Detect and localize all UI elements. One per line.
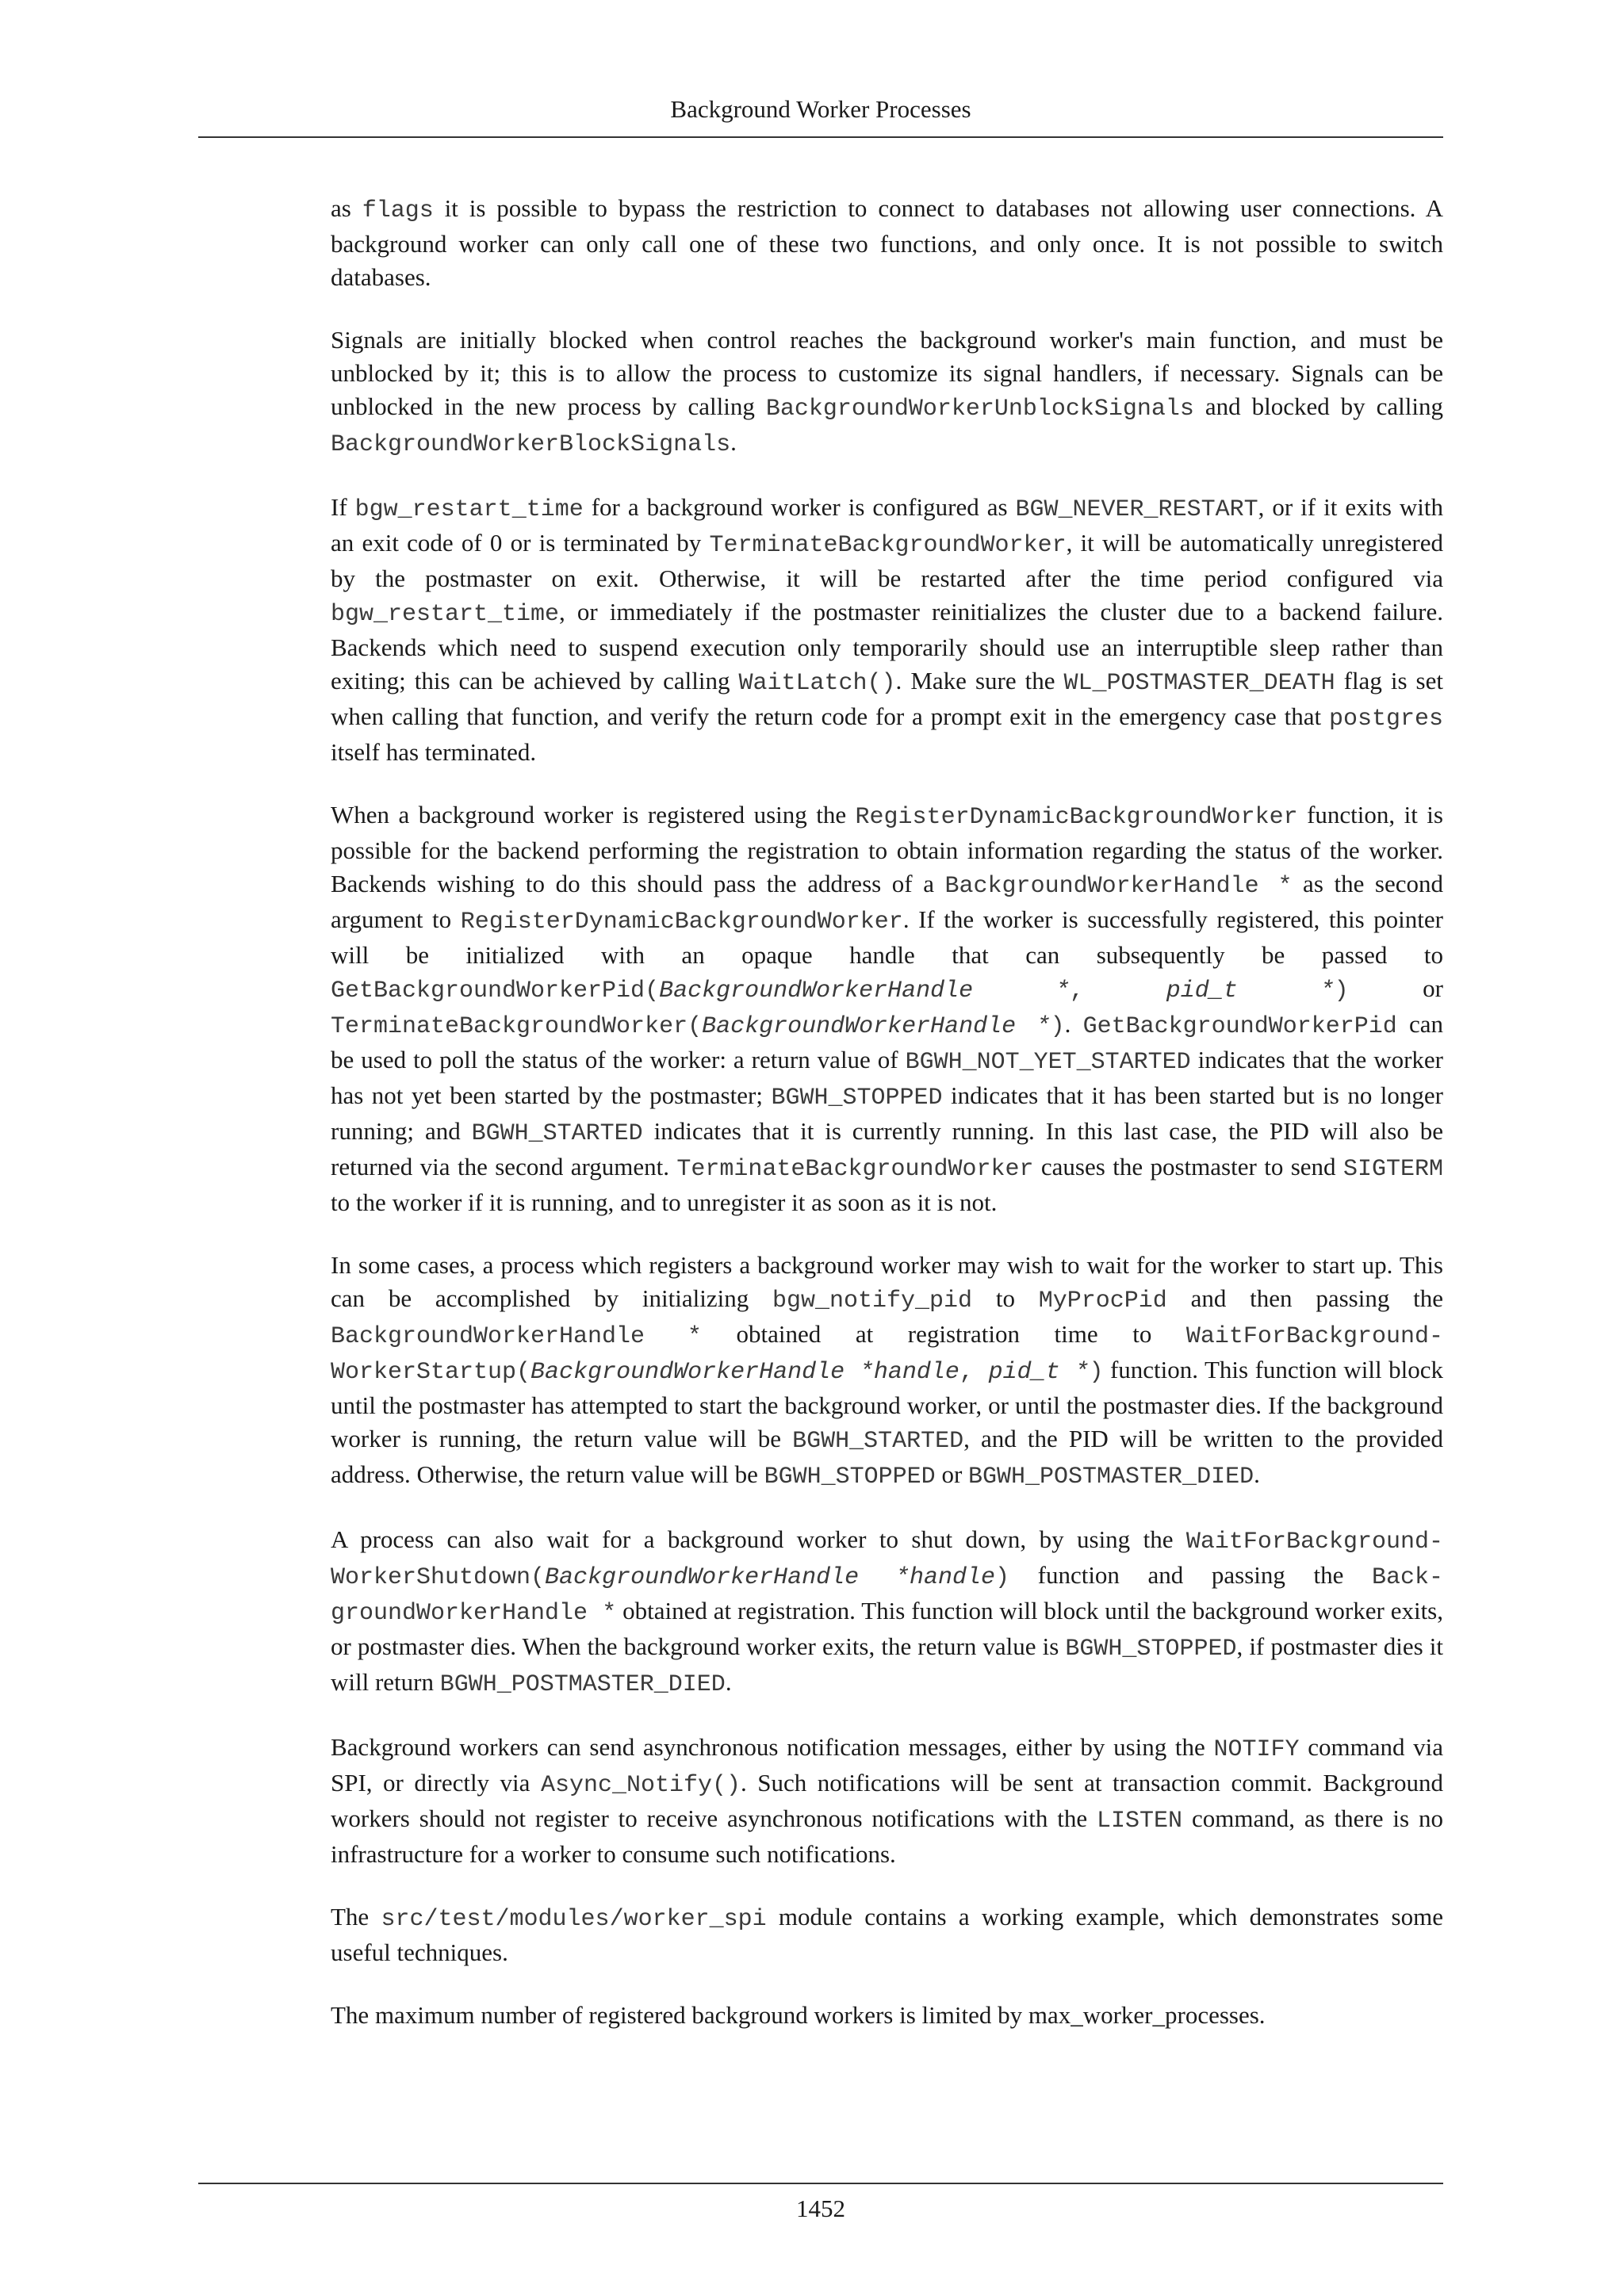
inline-code: TerminateBackgroundWorker xyxy=(709,532,1067,559)
inline-code: LISTEN xyxy=(1097,1808,1183,1835)
text-run: If xyxy=(331,493,355,521)
text-run: A process can also wait for a background worker to shut down, by using the xyxy=(331,1525,1186,1553)
text-run: , and the PID will be written to the provided address. Otherwise, the return value will be xyxy=(331,1425,1443,1488)
inline-code: WL_POSTMASTER_DEATH xyxy=(1063,670,1335,697)
inline-code: RegisterDynamicBackgroundWorker xyxy=(460,909,903,936)
text-run: to xyxy=(972,1284,1039,1312)
running-header: Background Worker Processes xyxy=(670,95,971,123)
inline-code: WaitLatch() xyxy=(738,670,896,697)
paragraph-5 xyxy=(331,1249,1443,1494)
inline-code: BGWH_STARTED xyxy=(792,1428,964,1455)
inline-code: flags xyxy=(362,197,434,224)
inline-code xyxy=(702,1013,1051,1040)
inline-code: Async_Notify() xyxy=(540,1772,741,1799)
text-run: or xyxy=(1348,974,1443,1002)
inline-code: WaitForBackgroundWorkerShutdown( xyxy=(331,1529,1443,1591)
inline-code xyxy=(989,1359,1090,1386)
inline-code: SIGTERM xyxy=(1342,1156,1443,1183)
inline-code: bgw_restart_time xyxy=(331,601,560,628)
text-run: and blocked by calling xyxy=(1193,392,1443,420)
inline-code: BGW_NEVER_RESTART xyxy=(1015,496,1258,523)
text-run: and then passing the xyxy=(1166,1284,1443,1312)
inline-code: BackgroundWorkerHandle * xyxy=(944,873,1293,900)
inline-code: ) xyxy=(1050,1013,1065,1040)
text-run: indicates that the worker has not yet been started by the postmaster; xyxy=(331,1046,1443,1109)
inline-code: ) xyxy=(1334,978,1349,1004)
inline-code: BGWH_STOPPED xyxy=(1065,1636,1237,1663)
header-rule xyxy=(198,136,1443,138)
inline-code: ) xyxy=(1089,1359,1104,1386)
text-run: or xyxy=(935,1460,969,1488)
document-body xyxy=(331,192,1443,2061)
text-run: can be used to poll the status of the worker: a return value of xyxy=(331,1010,1443,1073)
paragraph-4 xyxy=(331,798,1443,1219)
inline-code: BackgroundWorkerUnblockSignals xyxy=(765,396,1194,423)
inline-code-param: BackgroundWorkerHandle * xyxy=(659,978,1070,1004)
text-run: The xyxy=(331,1903,381,1931)
page-number: 1452 xyxy=(796,2195,845,2222)
inline-code: ) xyxy=(995,1564,1010,1591)
inline-code-param: BackgroundWorkerHandle *handle xyxy=(530,1359,959,1386)
text-run: function. This function will block until the postmaster has attempted to start the background worker, or until the postmaster dies. If the background worker is running, the return value will be xyxy=(331,1356,1443,1452)
text-run: indicates that it has been started but is no longer running; and xyxy=(331,1081,1443,1145)
inline-code: BackgroundWorkerBlockSignals xyxy=(331,431,731,458)
text-run: as xyxy=(331,194,362,222)
paragraph-2 xyxy=(331,323,1443,461)
inline-code: TerminateBackgroundWorker xyxy=(676,1156,1034,1183)
inline-code: , xyxy=(959,1359,989,1386)
text-run: . Make sure the xyxy=(895,667,1064,695)
text-run: module contains a working example, which demonstrates some useful techniques. xyxy=(331,1903,1443,1966)
text-run: , if postmaster dies it will return xyxy=(331,1632,1444,1696)
inline-code xyxy=(545,1564,995,1591)
text-run: . xyxy=(1064,1010,1083,1038)
inline-code: , xyxy=(1069,978,1166,1004)
inline-code: MyProcPid xyxy=(1038,1288,1167,1314)
inline-code: WaitForBackgroundWorkerStartup( xyxy=(331,1323,1443,1386)
inline-code: src/test/modules/worker_spi xyxy=(381,1906,767,1933)
text-run: , or immediately if the postmaster reinitializes the cluster due to a backend failure. Backends which need to suspend execution only temporarily should use an interruptible sleep rather than exiting; this can be achieved by calling xyxy=(331,598,1443,695)
text-run: In some cases, a process which registers a background worker may wish to wait for the worker to start up. This can be accomplished by initializing xyxy=(331,1251,1443,1312)
text-run: , or if it exits with an exit code of 0 or is terminated by xyxy=(331,493,1443,557)
inline-code: bgw_restart_time xyxy=(354,496,584,523)
text-run: Signals are initially blocked when control reaches the background worker's main function, and must be unblocked by it; this is to allow the process to customize its signal handlers, if necessary. Signals can be unblocked in the new process by calling xyxy=(331,326,1443,420)
text-run: function, it is possible for the backend performing the registration to obtain information regarding the status of the worker. Backends wishing to do this should pass the address of a xyxy=(331,801,1443,897)
inline-code: GetBackgroundWorkerPid xyxy=(1082,1013,1397,1040)
inline-code: TerminateBackgroundWorker( xyxy=(331,1013,703,1040)
paragraph-1 xyxy=(331,192,1443,294)
text-run: flag is set when calling that function, and verify the return code for a prompt exit in the emergency case that xyxy=(331,667,1443,730)
inline-code: bgw_notify_pid xyxy=(772,1288,973,1314)
inline-code xyxy=(1166,978,1335,1004)
text-run: itself has terminated. xyxy=(331,738,537,766)
inline-code: BackgroundWorkerHandle * xyxy=(331,1323,702,1350)
text-run: When a background worker is registered using the xyxy=(331,801,856,828)
text-run: . xyxy=(1254,1460,1260,1488)
inline-code: GetBackgroundWorkerPid( xyxy=(331,978,660,1004)
text-run: The maximum number of registered background workers is limited by max_worker_processes. xyxy=(331,2001,1266,2029)
text-run: command via SPI, or directly via xyxy=(331,1733,1444,1797)
inline-code: NOTIFY xyxy=(1213,1736,1300,1763)
text-run: . If the worker is successfully registered, this pointer will be initialized with an opaque handle that can subsequently be passed to xyxy=(331,905,1443,969)
text-run: Background workers can send asynchronous notification messages, either by using the xyxy=(331,1733,1214,1761)
inline-code: BGWH_STOPPED xyxy=(771,1085,943,1112)
inline-code: BGWH_STARTED xyxy=(471,1120,643,1147)
inline-code-param: BackgroundWorkerHandle *handle xyxy=(545,1564,995,1591)
paragraph-9 xyxy=(331,1999,1443,2032)
text-run: . Such notifications will be sent at transaction commit. Background workers should not register to receive asynchronous notifications with the xyxy=(331,1769,1443,1832)
inline-code: postgres xyxy=(1328,706,1443,733)
inline-code: BGWH_STOPPED xyxy=(764,1464,936,1490)
inline-code-param: pid_t * xyxy=(988,1359,1090,1386)
inline-code xyxy=(530,1359,959,1386)
text-run: causes the postmaster to send xyxy=(1033,1153,1343,1181)
text-run: obtained at registration time to xyxy=(701,1320,1186,1348)
inline-code-param: BackgroundWorkerHandle * xyxy=(702,1013,1051,1040)
inline-code: RegisterDynamicBackgroundWorker xyxy=(855,804,1298,831)
text-run: , it will be automatically unregistered by the postmaster on exit. Otherwise, it will be restarted after the time period configured via xyxy=(331,529,1443,592)
inline-code: BGWH_POSTMASTER_DIED xyxy=(968,1464,1254,1490)
inline-code: BGWH_POSTMASTER_DIED xyxy=(439,1671,726,1698)
text-run: function and passing the xyxy=(1009,1561,1372,1589)
inline-code-param: pid_t * xyxy=(1166,978,1335,1004)
paragraph-3 xyxy=(331,491,1443,769)
inline-code: BackgroundWorkerHandle * xyxy=(331,1564,1443,1627)
paragraph-7 xyxy=(331,1731,1443,1871)
paragraph-8 xyxy=(331,1900,1443,1969)
text-run: indicates that it is currently running. In this last case, the PID will also be returned via the second argument. xyxy=(331,1117,1443,1181)
text-run: it is possible to bypass the restriction to connect to databases not allowing user connections. A background worker can only call one of these two functions, and only once. It is not possible to switch databases. xyxy=(331,194,1443,291)
text-run: as the second argument to xyxy=(331,870,1444,933)
inline-code xyxy=(659,978,1070,1004)
text-run: to the worker if it is running, and to unregister it as soon as it is not. xyxy=(331,1188,998,1216)
paragraph-6 xyxy=(331,1523,1443,1701)
text-run: obtained at registration. This function will block until the background worker exits, or postmaster dies. When the background worker exits, the return value is xyxy=(331,1597,1443,1660)
footer-rule xyxy=(198,2183,1443,2184)
text-run: command, as there is no infrastructure for a worker to consume such notifications. xyxy=(331,1804,1443,1868)
text-run: for a background worker is configured as xyxy=(583,493,1016,521)
inline-code: BGWH_NOT_YET_STARTED xyxy=(905,1049,1191,1076)
text-run: . xyxy=(725,1668,732,1696)
text-run: . xyxy=(730,428,737,456)
